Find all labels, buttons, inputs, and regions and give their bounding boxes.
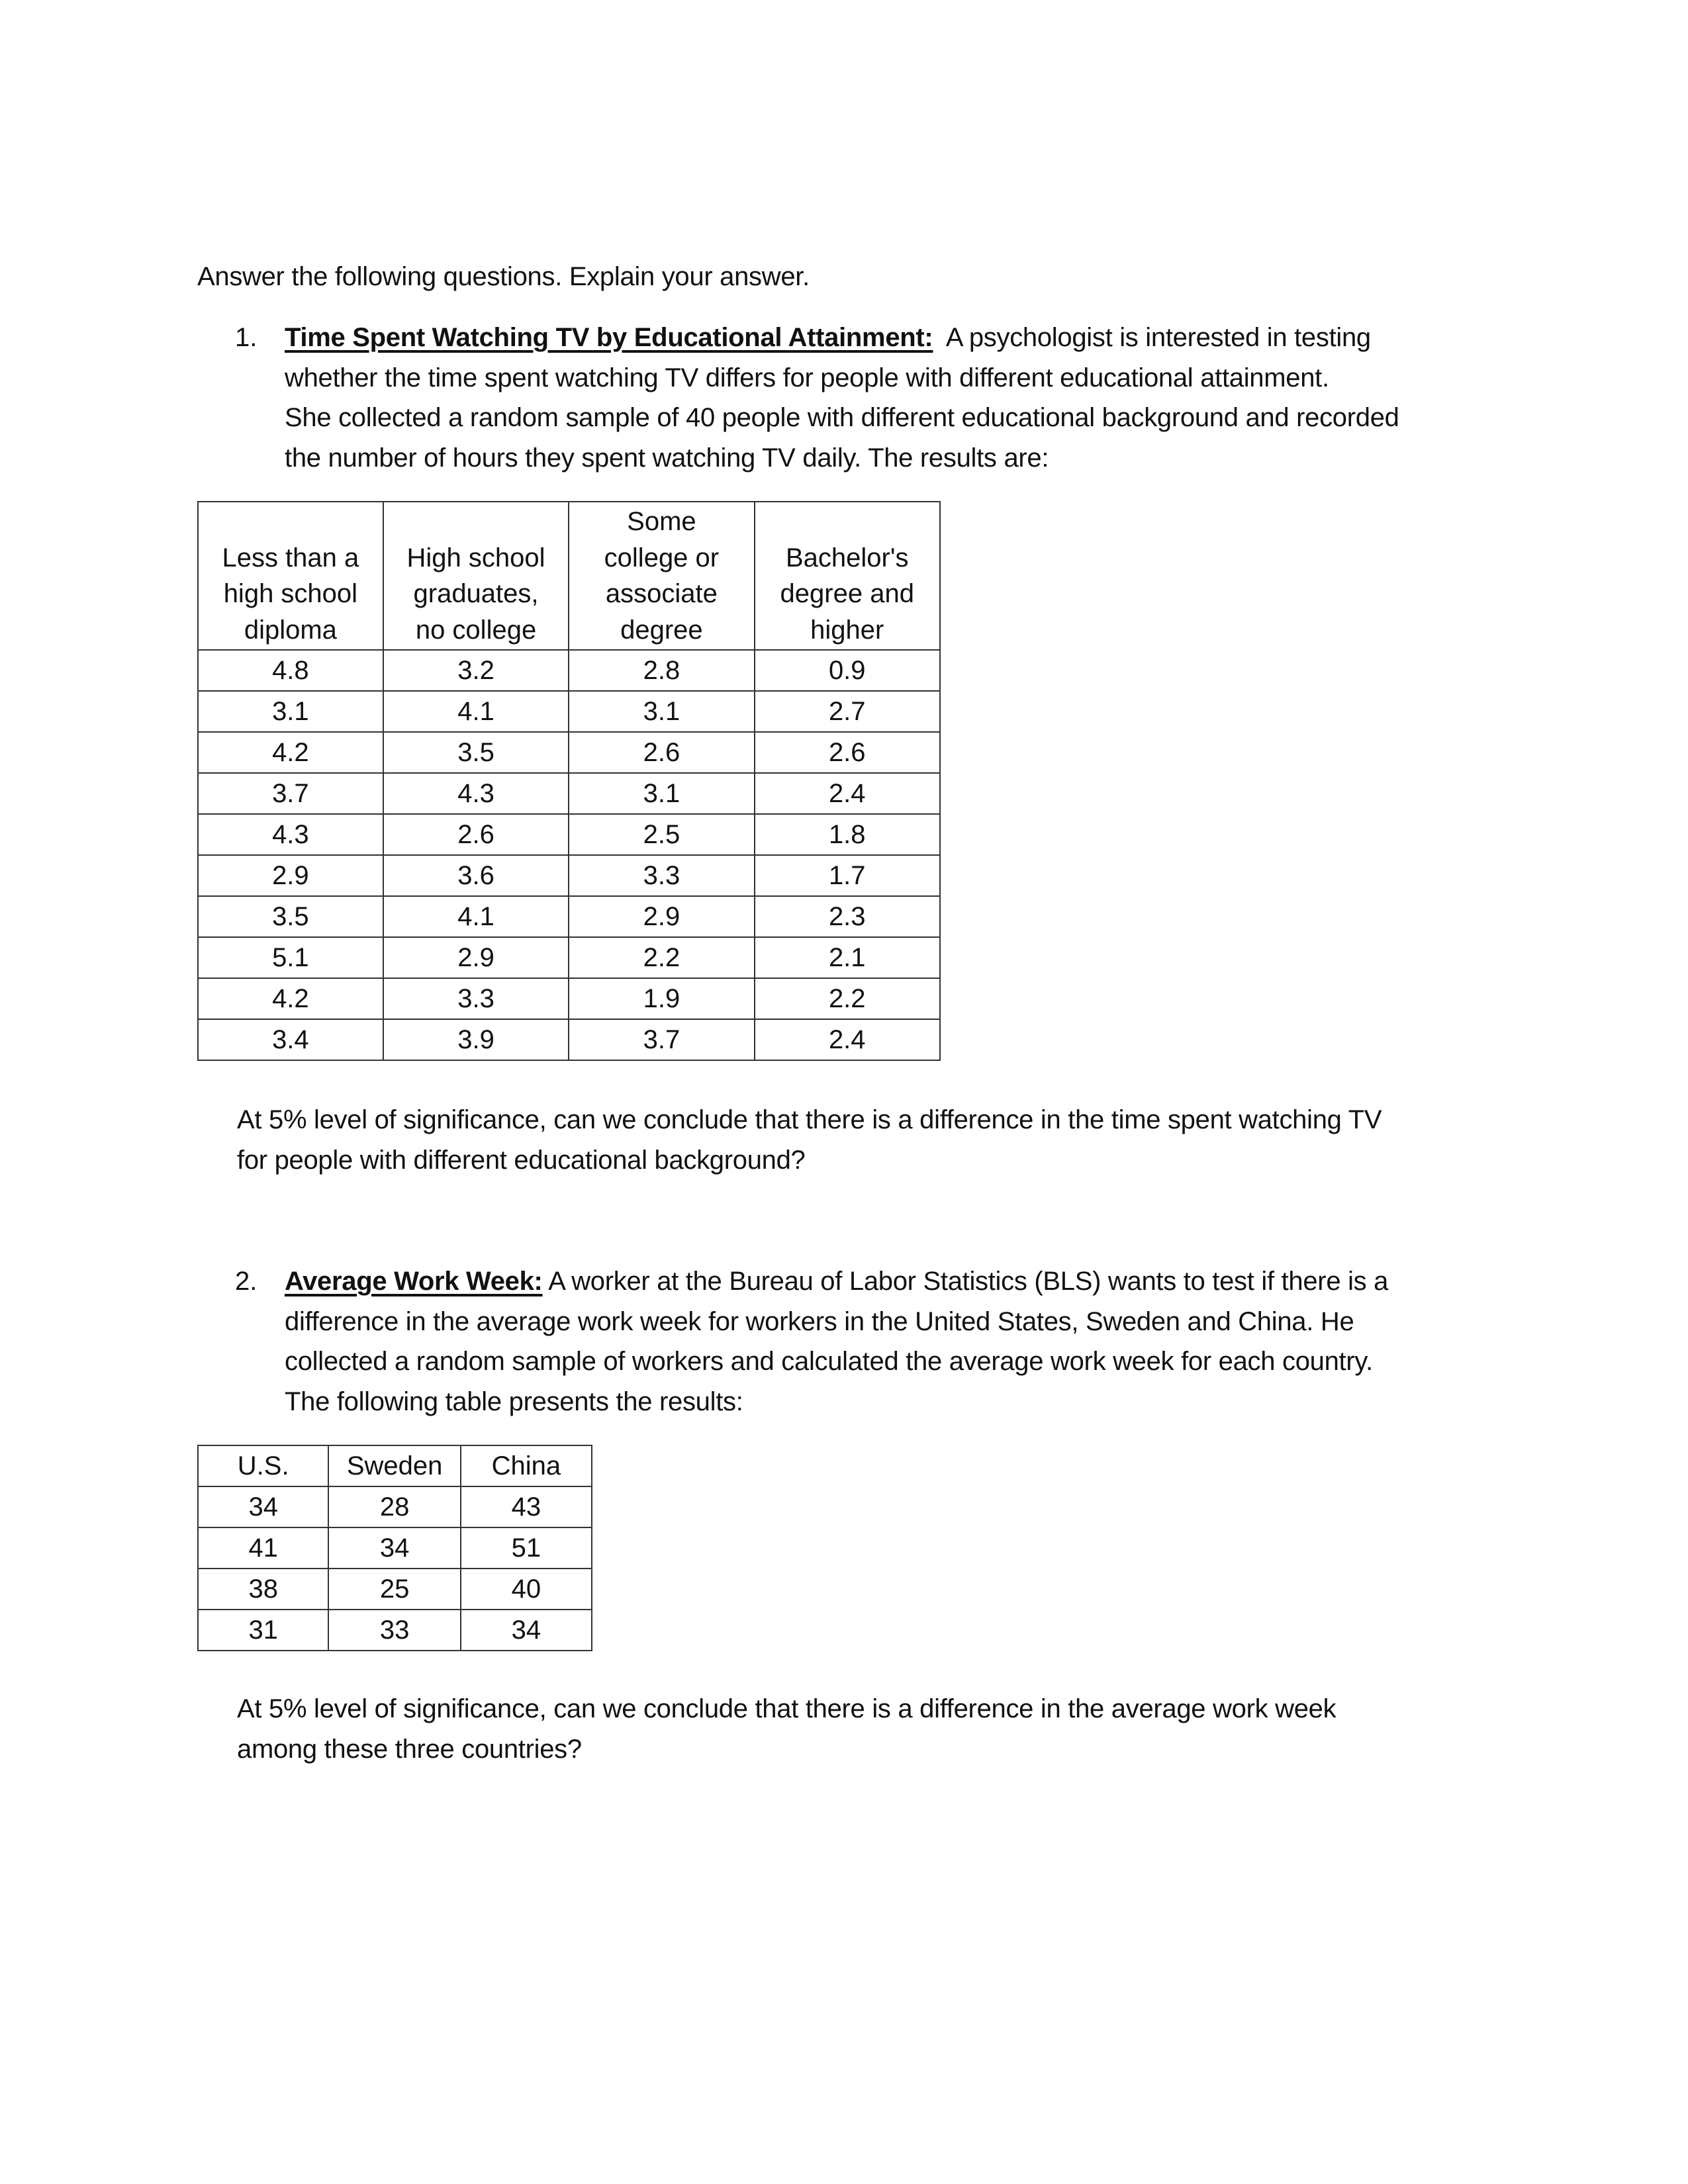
table-cell: 5.1 [198, 937, 383, 978]
table-row [198, 1610, 592, 1651]
table-row [198, 773, 940, 814]
column-header-china: China [461, 1445, 592, 1486]
table-cell: 4.2 [198, 732, 383, 773]
table-header-row [198, 502, 940, 650]
question-2-line-2: difference in the average work week for workers in the United States, Sweden and China. He [285, 1306, 1354, 1336]
table-cell: 3.1 [569, 691, 754, 732]
question-1-number: 1. [235, 323, 258, 352]
table-cell: 3.3 [383, 978, 569, 1019]
column-header-bachelors: Bachelor's degree and higher [755, 502, 941, 650]
table-cell: 3.5 [198, 896, 383, 937]
table-cell: 4.3 [198, 814, 383, 855]
table-cell: 4.3 [383, 773, 569, 814]
table-row [198, 1527, 592, 1569]
table-cell: 2.5 [569, 814, 754, 855]
question-2-prompt-line-2: among these three countries? [237, 1734, 582, 1764]
table-cell: 2.2 [569, 937, 754, 978]
table-cell: 2.4 [755, 773, 941, 814]
table-cell: 28 [328, 1486, 460, 1527]
table-row [198, 896, 940, 937]
table-cell: 4.8 [198, 650, 383, 691]
question-1-line-3: She collected a random sample of 40 people with different educational background and recorded [285, 403, 1399, 432]
table-cell: 3.3 [569, 855, 754, 896]
question-2-line-3: collected a random sample of workers and calculated the average work week for each country. [285, 1347, 1373, 1376]
table-row [198, 855, 940, 896]
table-cell: 2.6 [569, 732, 754, 773]
question-1-prompt-line-1: At 5% level of significance, can we conclude that there is a difference in the time spent watching TV [237, 1105, 1382, 1134]
table-cell: 31 [198, 1610, 328, 1651]
table-cell: 3.5 [383, 732, 569, 773]
table-cell: 0.9 [755, 650, 941, 691]
question-1-text-1: A psychologist is interested in testing [945, 323, 1371, 352]
table-cell: 3.4 [198, 1019, 383, 1060]
column-header-hs-graduates: High school graduates, no college [383, 502, 569, 650]
table-cell: 4.2 [198, 978, 383, 1019]
table-cell: 34 [461, 1610, 592, 1651]
table-row [198, 732, 940, 773]
table-row [198, 978, 940, 1019]
table-header-row [198, 1445, 592, 1486]
table-row [198, 650, 940, 691]
tv-hours-table [197, 501, 941, 1061]
table-cell: 34 [328, 1527, 460, 1569]
question-2-line-4: The following table presents the results: [285, 1387, 743, 1416]
table-cell: 1.7 [755, 855, 941, 896]
table-cell: 2.9 [569, 896, 754, 937]
table-row [198, 1019, 940, 1060]
table-row [198, 814, 940, 855]
question-2-text-1: A worker at the Bureau of Labor Statistics (BLS) wants to test if there is a [548, 1267, 1389, 1296]
question-1-body [285, 318, 1399, 478]
question-1-prompt-line-2: for people with different educational background? [237, 1145, 806, 1175]
table-cell: 2.4 [755, 1019, 941, 1060]
table-cell: 3.2 [383, 650, 569, 691]
question-1-line-1 [285, 318, 1399, 358]
table-row [198, 937, 940, 978]
question-1-line-2: whether the time spent watching TV differs for people with different educational attainment. [285, 363, 1329, 392]
column-header-sweden: Sweden [328, 1445, 460, 1486]
question-1-prompt [237, 1100, 1382, 1180]
table-cell: 3.7 [198, 773, 383, 814]
table-cell: 3.9 [383, 1019, 569, 1060]
table-cell: 3.6 [383, 855, 569, 896]
table-cell: 25 [328, 1569, 460, 1610]
question-2-number: 2. [235, 1267, 258, 1296]
table-row [198, 1569, 592, 1610]
question-2-title: Average Work Week: [285, 1267, 543, 1296]
table-cell: 38 [198, 1569, 328, 1610]
question-2-prompt [237, 1689, 1336, 1769]
table-cell: 33 [328, 1610, 460, 1651]
table-row [198, 691, 940, 732]
table-cell: 2.3 [755, 896, 941, 937]
question-1-title: Time Spent Watching TV by Educational Attainment: [285, 323, 933, 352]
table-cell: 51 [461, 1527, 592, 1569]
table-cell: 2.7 [755, 691, 941, 732]
table-cell: 1.9 [569, 978, 754, 1019]
table-cell: 34 [198, 1486, 328, 1527]
table-cell: 2.1 [755, 937, 941, 978]
instructions-text: Answer the following questions. Explain your answer. [197, 262, 810, 291]
table-row [198, 1486, 592, 1527]
table-cell: 2.8 [569, 650, 754, 691]
question-2-body [285, 1261, 1388, 1422]
table-cell: 4.1 [383, 691, 569, 732]
table-cell: 3.1 [198, 691, 383, 732]
work-week-table [197, 1445, 592, 1651]
question-1-line-4: the number of hours they spent watching TV daily. The results are: [285, 443, 1049, 473]
table-cell: 1.8 [755, 814, 941, 855]
column-header-us: U.S. [198, 1445, 328, 1486]
table-cell: 2.9 [198, 855, 383, 896]
table-cell: 3.7 [569, 1019, 754, 1060]
table-cell: 4.1 [383, 896, 569, 937]
table-cell: 2.6 [755, 732, 941, 773]
table-cell: 2.6 [383, 814, 569, 855]
table-cell: 43 [461, 1486, 592, 1527]
column-header-less-than-hs: Less than a high school diploma [198, 502, 383, 650]
question-2-line-1 [285, 1261, 1388, 1302]
table-cell: 2.2 [755, 978, 941, 1019]
table-cell: 3.1 [569, 773, 754, 814]
table-cell: 41 [198, 1527, 328, 1569]
table-cell: 2.9 [383, 937, 569, 978]
column-header-some-college: Some college or associate degree [569, 502, 754, 650]
table-cell: 40 [461, 1569, 592, 1610]
question-2-prompt-line-1: At 5% level of significance, can we conclude that there is a difference in the average work week [237, 1694, 1336, 1723]
